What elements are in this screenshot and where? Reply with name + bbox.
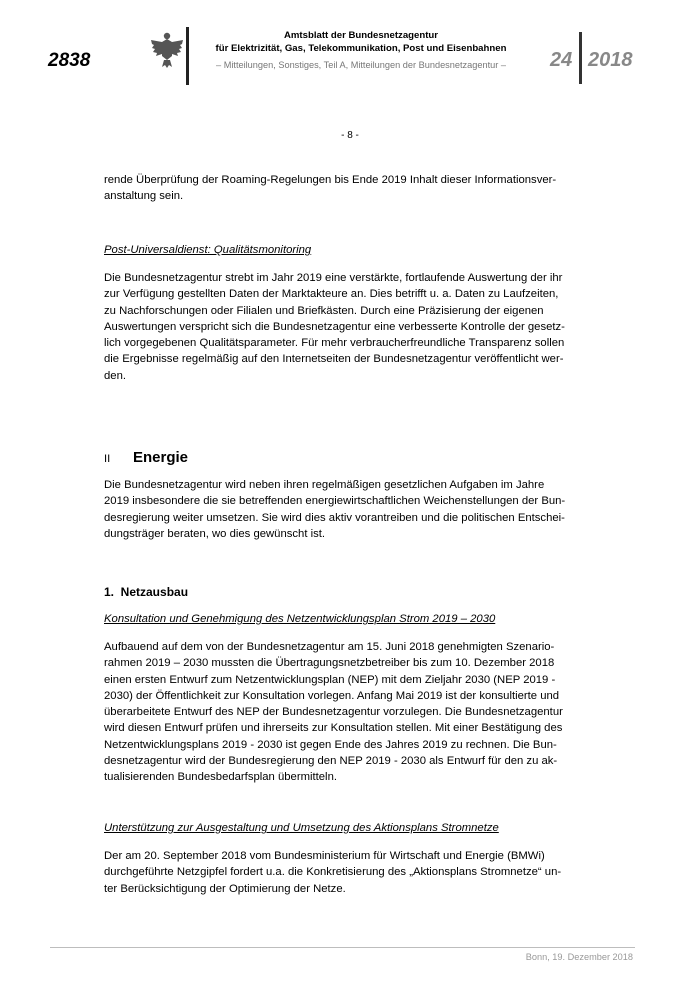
text-line: Der am 20. September 2018 vom Bundesministerium für Wirtschaft und Energie (BMWi): [104, 850, 545, 862]
section-number: II: [104, 453, 111, 465]
paragraph-intro: [104, 172, 586, 205]
subheading-post: Post-Universaldienst: Qualitätsmonitoring: [104, 244, 312, 256]
text-line: wird diesen Entwurf prüfen und ihrerseits zur Konsultation stellen. Mit einer Bestätigung des: [104, 722, 563, 735]
text-line: überarbeitete Entwurf des NEP der Bundesnetzagentur vorzulegen. Die Bundesnetzagentur: [104, 706, 563, 718]
text-line: dungsträger beraten, wo dies gewünscht ist.: [104, 527, 326, 540]
inner-page-number: - 8 -: [341, 130, 359, 141]
text-line: 2019 insbesondere die sie betreffenden energiewirtschaftlichen Weichenstellungen der Bun-: [104, 495, 566, 508]
paragraph-aktionsplan: [104, 848, 586, 897]
gazette-subtitle: – Mitteilungen, Sonstiges, Teil A, Mitteilungen der Bundesnetzagentur –: [216, 60, 506, 70]
paragraph-energie: [104, 477, 586, 542]
text-line: desnetzagentur wird der Bundesregierung den NEP 2019 - 2030 als Entwurf für den zu ak-: [104, 754, 558, 767]
text-line: 2030) der Öffentlichkeit zur Konsultation vorlegen. Anfang Mai 2019 ist der konsultierte und: [104, 689, 560, 702]
subheading-aktionsplan: Unterstützung zur Ausgestaltung und Umsetzung des Aktionsplans Stromnetze: [104, 822, 499, 834]
text-line: durchgeführte Netzgipfel fordert u.a. die Konkretisierung des „Aktionsplans Stromnetze“ un-: [104, 866, 562, 879]
heading-netzausbau: 1. Netzausbau: [104, 585, 189, 599]
text-line: zu Nachforschungen oder Filialen und Briefkästen. Durch eine Präzisierung der eigenen: [104, 304, 544, 317]
text-line: die Ergebnisse regelmäßig auf den Internetseiten der Bundesnetzagentur veröffentlicht wer-: [104, 353, 564, 366]
issue-year: 2018: [588, 49, 633, 71]
issue-number: 24: [550, 49, 573, 71]
footer-date: Bonn, 19. Dezember 2018: [525, 952, 633, 962]
issue-divider: [579, 32, 582, 84]
paragraph-konsultation: [104, 639, 586, 785]
text-line: desregierung weiter umsetzen. Sie wird dies aktiv vorantreiben und die politischen Entschei-: [104, 511, 565, 524]
header-divider: [186, 27, 189, 85]
text-line: Die Bundesnetzagentur wird neben ihren regelmäßigen gesetzlichen Aufgaben im Jahre: [104, 479, 545, 491]
text-line: Auswertungen verspricht sich die Bundesnetzagentur eine verbesserte Kontrolle der gesetz-: [104, 320, 565, 333]
footer-divider: [50, 947, 635, 948]
text-line: tualisierenden Bundesbedarfsplan übermitteln.: [104, 771, 337, 783]
gazette-title-line: Amtsblatt der Bundesnetzagentur: [283, 30, 439, 41]
text-line: ter Berücksichtigung der Optimierung der Netze.: [104, 882, 346, 895]
text-line: Aufbauend auf dem von der Bundesnetzagentur am 15. Juni 2018 genehmigten Szenario-: [104, 641, 555, 653]
text-line: einen ersten Entwurf zum Netzentwicklungsplan (NEP) mit dem Zieljahr 2030 (NEP 2019 -: [104, 673, 556, 686]
text-line: Die Bundesnetzagentur strebt im Jahr 2019 eine verstärkte, fortlaufende Auswertung der ihr: [104, 272, 563, 284]
gazette-title-line: für Elektrizität, Gas, Telekommunikation, Post und Eisenbahnen: [215, 42, 507, 54]
paragraph-post: [104, 270, 586, 384]
subheading-konsultation: Konsultation und Genehmigung des Netzentwicklungsplan Strom 2019 – 2030: [104, 613, 496, 625]
text-line: Netzentwicklungsplans 2019 - 2030 ist gegen Ende des Jahres 2019 zu rechnen. Die Bun-: [104, 738, 557, 751]
text-line: zur Verfügung gestellten Daten der Marktakteure an. Dies betrifft u. a. Daten zu Laufzeiten,: [104, 288, 559, 301]
text-line: anstaltung sein.: [104, 190, 184, 203]
text-line: rende Überprüfung der Roaming-Regelungen bis Ende 2019 Inhalt dieser Informationsver-: [104, 174, 557, 186]
section-title: Energie: [133, 449, 189, 466]
gazette-title: [196, 30, 526, 55]
federal-eagle-logo: [150, 30, 184, 70]
text-line: rahmen 2019 – 2030 mussten die Übertragungsnetzbetreiber bis zum 10. Dezember 2018: [104, 657, 555, 670]
text-line: den.: [104, 369, 126, 382]
text-line: lich vorgegebenen Qualitätsparameter. Für mehr verbraucherfreundliche Transparenz sollen: [104, 337, 565, 349]
page-number: 2838: [48, 50, 91, 71]
